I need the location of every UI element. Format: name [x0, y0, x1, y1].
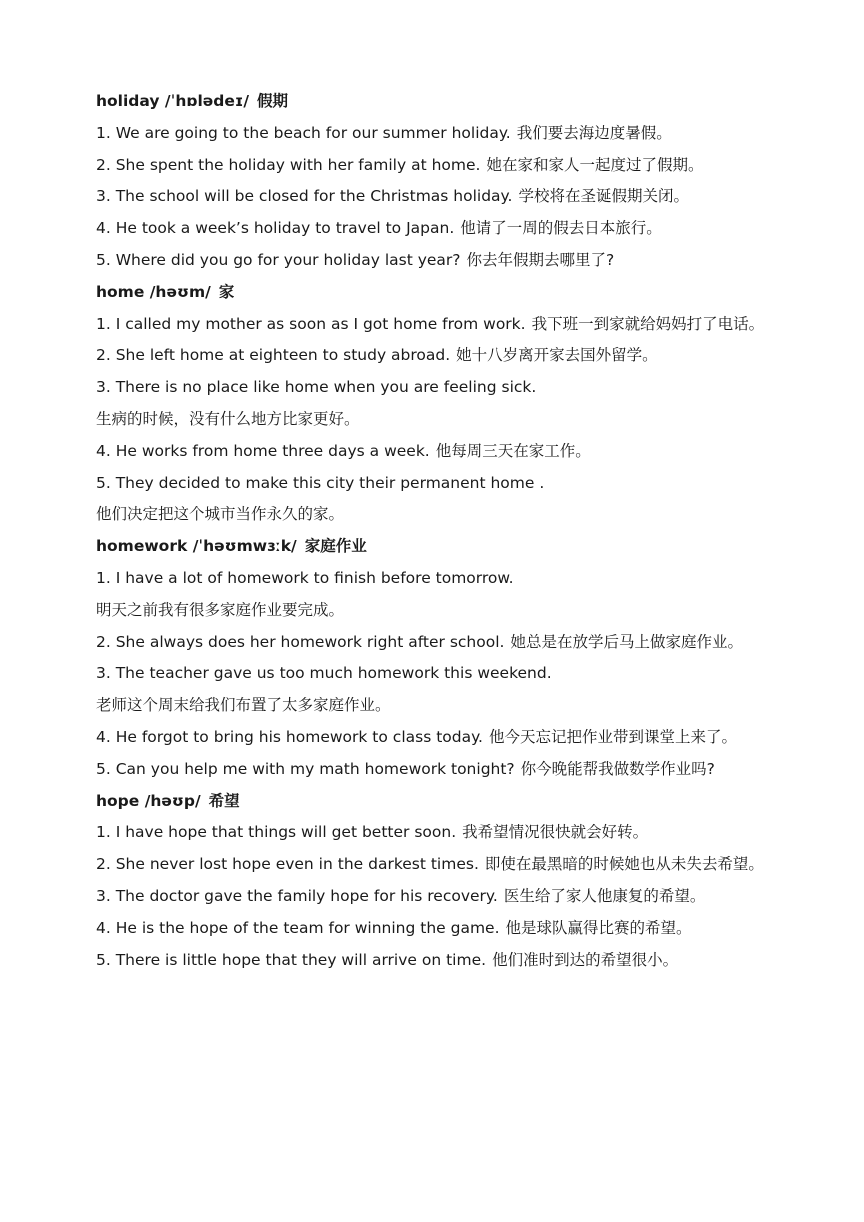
sentence-zh: 即使在最黑暗的时候她也从未失去希望。: [484, 855, 764, 874]
entry-word: holiday: [96, 92, 160, 110]
example-sentence: [96, 213, 776, 245]
example-sentence: [96, 118, 776, 150]
example-sentence: [96, 627, 776, 659]
example-sentence: [96, 945, 776, 977]
entry-ipa: /həʊp/: [144, 791, 201, 810]
sentence-en: 3. The doctor gave the family hope for his recovery.: [96, 886, 498, 905]
example-translation: [96, 690, 776, 722]
example-sentence: [96, 245, 776, 277]
entry-ipa: /ˈhəʊmwɜːk/: [192, 537, 297, 556]
example-translation: [96, 595, 776, 627]
sentence-zh: 她在家和家人一起度过了假期。: [486, 155, 704, 174]
sentence-zh: 他请了一周的假去日本旅行。: [460, 219, 662, 238]
sentence-en: 4. He took a week’s holiday to travel to Japan.: [96, 219, 455, 238]
sentence-en: 1. I have a lot of homework to finish before tomorrow.: [96, 568, 514, 587]
sentence-zh: 我下班一到家就给妈妈打了电话。: [531, 314, 765, 333]
sentence-zh: 她十八岁离开家去国外留学。: [456, 346, 658, 365]
example-sentence: [96, 372, 776, 404]
sentence-en: 1. I called my mother as soon as I got home from work.: [96, 314, 526, 333]
sentence-zh: 你今晚能帮我做数学作业吗?: [520, 759, 715, 778]
example-sentence: [96, 150, 776, 182]
entry-meaning: 希望: [208, 791, 240, 810]
sentence-zh: 你去年假期去哪里了?: [466, 250, 615, 269]
vocabulary-document: [96, 86, 776, 976]
example-sentence: [96, 468, 776, 500]
example-sentence: [96, 563, 776, 595]
entry-ipa: /ˈhɒlədeɪ/: [164, 92, 249, 110]
sentence-en: 5. Can you help me with my math homework tonight?: [96, 759, 515, 778]
example-sentence: [96, 881, 776, 913]
sentence-en: 4. He is the hope of the team for winning the game.: [96, 918, 500, 937]
sentence-en: 1. We are going to the beach for our summer holiday.: [96, 123, 511, 142]
example-sentence: [96, 181, 776, 213]
sentence-zh: 她总是在放学后马上做家庭作业。: [510, 632, 743, 651]
sentence-zh: 他每周三天在家工作。: [435, 441, 591, 460]
sentence-en: 2. She spent the holiday with her family at home.: [96, 155, 481, 174]
sentence-zh: 他们准时到达的希望很小。: [492, 950, 679, 969]
example-sentence: [96, 436, 776, 468]
sentence-en: 3. There is no place like home when you are feeling sick.: [96, 378, 537, 397]
sentence-en: 2. She never lost hope even in the darkest times.: [96, 855, 479, 874]
example-sentence: [96, 849, 776, 881]
entry-meaning: 家: [218, 282, 235, 301]
entry-heading-home: [96, 277, 776, 309]
sentence-zh: 他是球队赢得比赛的希望。: [505, 918, 692, 937]
example-translation: [96, 404, 776, 436]
example-sentence: [96, 913, 776, 945]
entry-meaning: 家庭作业: [304, 537, 367, 556]
example-sentence: [96, 340, 776, 372]
entry-ipa: /həʊm/: [149, 282, 211, 301]
sentence-en: 4. He works from home three days a week.: [96, 441, 430, 460]
sentence-en: 1. I have hope that things will get better soon.: [96, 823, 457, 842]
sentence-zh: 他今天忘记把作业带到课堂上来了。: [489, 727, 738, 746]
entry-heading-homework: [96, 531, 776, 563]
sentence-en: 4. He forgot to bring his homework to class today.: [96, 727, 483, 746]
example-sentence: [96, 817, 776, 849]
example-sentence: [96, 658, 776, 690]
sentence-zh: 医生给了家人他康复的希望。: [503, 886, 706, 905]
sentence-zh: 学校将在圣诞假期关闭。: [518, 187, 689, 206]
entry-word: home: [96, 282, 145, 301]
sentence-zh: 我希望情况很快就会好转。: [462, 823, 649, 842]
example-translation: [96, 499, 776, 531]
sentence-en: 2. She left home at eighteen to study abroad.: [96, 346, 451, 365]
sentence-en: 2. She always does her homework right after school.: [96, 632, 505, 651]
sentence-zh: 生病的时候，没有什么地方比家更好。: [96, 409, 360, 428]
entry-meaning: 假期: [257, 92, 289, 110]
entry-word: homework: [96, 537, 188, 556]
sentence-zh: 明天之前我有很多家庭作业要完成。: [96, 600, 345, 619]
example-sentence: [96, 722, 776, 754]
entry-heading-hope: [96, 786, 776, 818]
sentence-en: 5. They decided to make this city their permanent home .: [96, 473, 545, 492]
sentence-en: 3. The teacher gave us too much homework this weekend.: [96, 664, 552, 683]
example-sentence: [96, 754, 776, 786]
entry-word: hope: [96, 791, 140, 810]
example-sentence: [96, 309, 776, 341]
sentence-zh: 他们决定把这个城市当作永久的家。: [96, 505, 345, 524]
sentence-en: 5. There is little hope that they will arrive on time.: [96, 950, 487, 969]
sentence-zh: 我们要去海边度暑假。: [516, 123, 672, 142]
sentence-zh: 老师这个周末给我们布置了太多家庭作业。: [96, 696, 391, 715]
sentence-en: 3. The school will be closed for the Christmas holiday.: [96, 187, 513, 206]
sentence-en: 5. Where did you go for your holiday last year?: [96, 250, 461, 269]
entry-heading-holiday: [96, 86, 776, 118]
